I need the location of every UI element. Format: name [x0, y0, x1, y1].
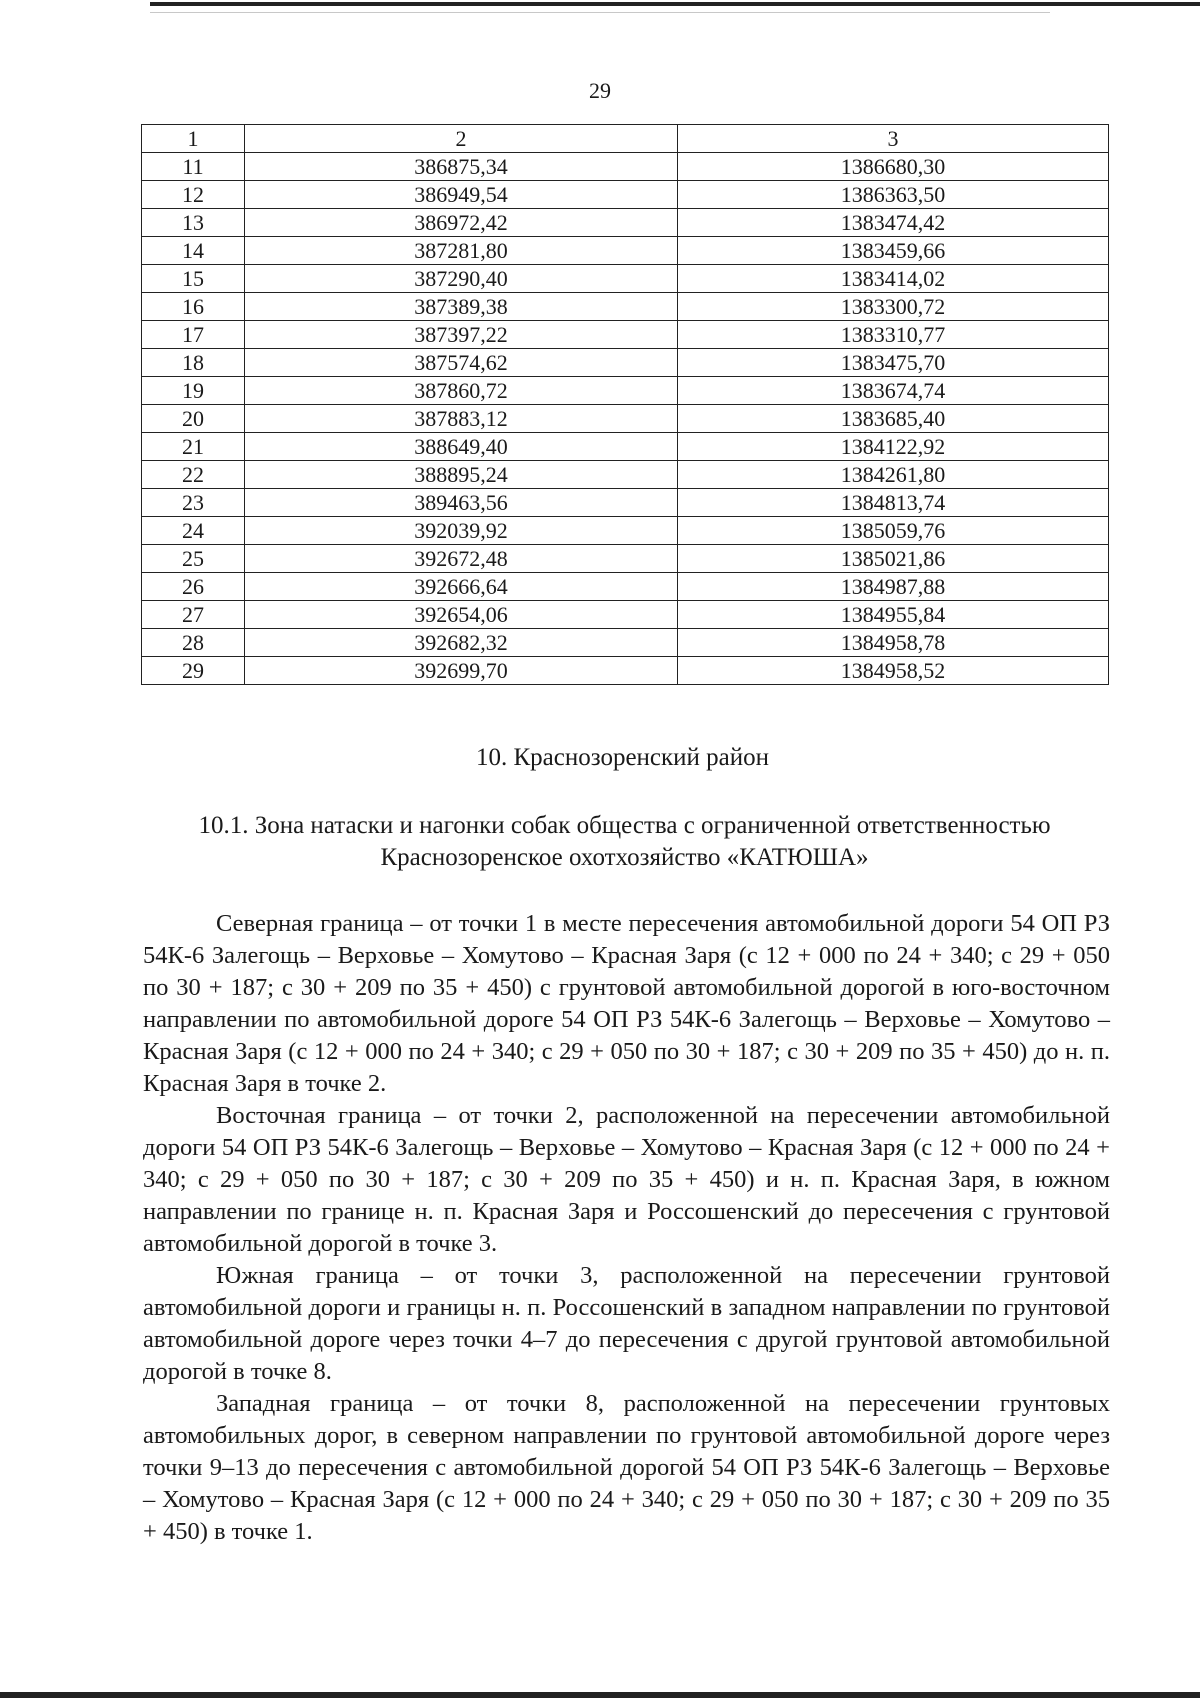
cell-point-number: 26 — [142, 573, 245, 601]
table-row — [142, 405, 1109, 433]
cell-x-coordinate: 392672,48 — [245, 545, 678, 573]
cell-point-number: 11 — [142, 153, 245, 181]
cell-point-number: 27 — [142, 601, 245, 629]
table-row — [142, 545, 1109, 573]
table-row — [142, 153, 1109, 181]
paragraph-south-boundary: Южная граница – от точки 3, расположенной на пересечении грунтовой автомобильной дороги и границы н. п. Россошенский в западном направлении по грунтовой автомобильной дороге через точки 4–7 до пересечения с другой грунтовой автомобильной дорогой в точке 8. — [143, 1262, 1110, 1385]
cell-point-number: 19 — [142, 377, 245, 405]
top-border-thin-line — [150, 12, 1050, 13]
table-row — [142, 433, 1109, 461]
paragraph-north-boundary: Северная граница – от точки 1 в месте пересечения автомобильной дороги 54 ОП РЗ 54К-6 Залегощь – Верховье – Хомутово – Красная Заря (с 12 + 000 по 24 + 340; с 29 + 050 по 30 + 187; с 30 + 209 по 35 + 450) с грунтовой автомобильной дорогой в юго-восточном направлении по автомобильной дороге 54 ОП РЗ 54К-6 Залегощь – Верховье – Хомутово – Красная Заря (с 12 + 000 по 24 + 340; с 29 + 050 по 30 + 187; с 30 + 209 по 35 + 450) до н. п. Красная Заря в точке 2. — [143, 910, 1110, 1097]
cell-point-number: 13 — [142, 209, 245, 237]
top-border-line — [150, 2, 1200, 6]
cell-y-coordinate: 1386680,30 — [678, 153, 1109, 181]
cell-x-coordinate: 387290,40 — [245, 265, 678, 293]
cell-point-number: 16 — [142, 293, 245, 321]
table-row — [142, 349, 1109, 377]
cell-x-coordinate: 389463,56 — [245, 489, 678, 517]
table-row — [142, 461, 1109, 489]
page-number: 29 — [589, 78, 611, 103]
table-row — [142, 517, 1109, 545]
section-title: 10. Краснозоренский район — [475, 744, 770, 771]
table-row — [142, 209, 1109, 237]
subsection-title-line-2: Краснозоренское охотхозяйство «КАТЮША» — [380, 844, 869, 871]
table-row — [142, 489, 1109, 517]
header-cell-x: 2 — [245, 125, 678, 153]
cell-y-coordinate: 1383310,77 — [678, 321, 1109, 349]
cell-x-coordinate: 392699,70 — [245, 657, 678, 685]
cell-point-number: 23 — [142, 489, 245, 517]
table-row — [142, 601, 1109, 629]
bottom-border-line — [0, 1692, 1200, 1698]
cell-y-coordinate: 1386363,50 — [678, 181, 1109, 209]
cell-y-coordinate: 1385059,76 — [678, 517, 1109, 545]
table-body — [142, 153, 1109, 685]
cell-y-coordinate: 1383414,02 — [678, 265, 1109, 293]
cell-x-coordinate: 387389,38 — [245, 293, 678, 321]
paragraph-west-boundary: Западная граница – от точки 8, расположенной на пересечении грунтовых автомобильных дорог, в северном направлении по грунтовой автомобильной дороге через точки 9–13 до пересечения с автомобильной дорогой 54 ОП РЗ 54К-6 Залегощь – Верховье – Хомутово – Красная Заря (с 12 + 000 по 24 + 340; с 29 + 050 по 30 + 187; с 30 + 209 по 35 + 450) в точке 1. — [143, 1390, 1110, 1545]
cell-y-coordinate: 1383300,72 — [678, 293, 1109, 321]
table-row — [142, 573, 1109, 601]
cell-point-number: 12 — [142, 181, 245, 209]
cell-x-coordinate: 388895,24 — [245, 461, 678, 489]
cell-y-coordinate: 1384122,92 — [678, 433, 1109, 461]
cell-point-number: 17 — [142, 321, 245, 349]
cell-y-coordinate: 1385021,86 — [678, 545, 1109, 573]
table-row — [142, 181, 1109, 209]
body-text — [143, 908, 1110, 1548]
cell-x-coordinate: 388649,40 — [245, 433, 678, 461]
cell-x-coordinate: 387397,22 — [245, 321, 678, 349]
subsection-title-line-1: 10.1. Зона натаски и нагонки собак общества с ограниченной ответственностью — [198, 812, 1051, 839]
cell-x-coordinate: 392666,64 — [245, 573, 678, 601]
cell-y-coordinate: 1384987,88 — [678, 573, 1109, 601]
cell-y-coordinate: 1383674,74 — [678, 377, 1109, 405]
cell-point-number: 18 — [142, 349, 245, 377]
table-row — [142, 237, 1109, 265]
cell-point-number: 22 — [142, 461, 245, 489]
cell-x-coordinate: 386972,42 — [245, 209, 678, 237]
cell-y-coordinate: 1383474,42 — [678, 209, 1109, 237]
header-cell-y: 3 — [678, 125, 1109, 153]
cell-y-coordinate: 1384261,80 — [678, 461, 1109, 489]
cell-x-coordinate: 386949,54 — [245, 181, 678, 209]
cell-y-coordinate: 1383685,40 — [678, 405, 1109, 433]
table-row — [142, 293, 1109, 321]
cell-x-coordinate: 387860,72 — [245, 377, 678, 405]
header-cell-point: 1 — [142, 125, 245, 153]
table-row — [142, 657, 1109, 685]
cell-y-coordinate: 1384955,84 — [678, 601, 1109, 629]
cell-point-number: 20 — [142, 405, 245, 433]
cell-x-coordinate: 392654,06 — [245, 601, 678, 629]
cell-y-coordinate: 1383475,70 — [678, 349, 1109, 377]
table-row — [142, 321, 1109, 349]
cell-x-coordinate: 387281,80 — [245, 237, 678, 265]
cell-point-number: 29 — [142, 657, 245, 685]
cell-point-number: 24 — [142, 517, 245, 545]
coordinates-table — [141, 124, 1109, 685]
table-row — [142, 265, 1109, 293]
cell-x-coordinate: 392039,92 — [245, 517, 678, 545]
cell-x-coordinate: 392682,32 — [245, 629, 678, 657]
table-row — [142, 377, 1109, 405]
table-header-row — [142, 125, 1109, 153]
cell-x-coordinate: 387883,12 — [245, 405, 678, 433]
cell-point-number: 25 — [142, 545, 245, 573]
cell-point-number: 15 — [142, 265, 245, 293]
cell-point-number: 28 — [142, 629, 245, 657]
table-row — [142, 629, 1109, 657]
cell-y-coordinate: 1384958,78 — [678, 629, 1109, 657]
cell-point-number: 14 — [142, 237, 245, 265]
cell-y-coordinate: 1383459,66 — [678, 237, 1109, 265]
cell-y-coordinate: 1384958,52 — [678, 657, 1109, 685]
cell-x-coordinate: 386875,34 — [245, 153, 678, 181]
cell-point-number: 21 — [142, 433, 245, 461]
subsection-title — [141, 810, 1108, 874]
cell-y-coordinate: 1384813,74 — [678, 489, 1109, 517]
cell-x-coordinate: 387574,62 — [245, 349, 678, 377]
paragraph-east-boundary: Восточная граница – от точки 2, расположенной на пересечении автомобильной дороги 54 ОП РЗ 54К-6 Залегощь – Верховье – Хомутово – Красная Заря (с 12 + 000 по 24 + 340; с 29 + 050 по 30 + 187; с 30 + 209 по 35 + 450) и н. п. Красная Заря, в южном направлении по границе н. п. Красная Заря и Россошенский до пересечения с грунтовой автомобильной дорогой в точке 3. — [143, 1102, 1110, 1257]
